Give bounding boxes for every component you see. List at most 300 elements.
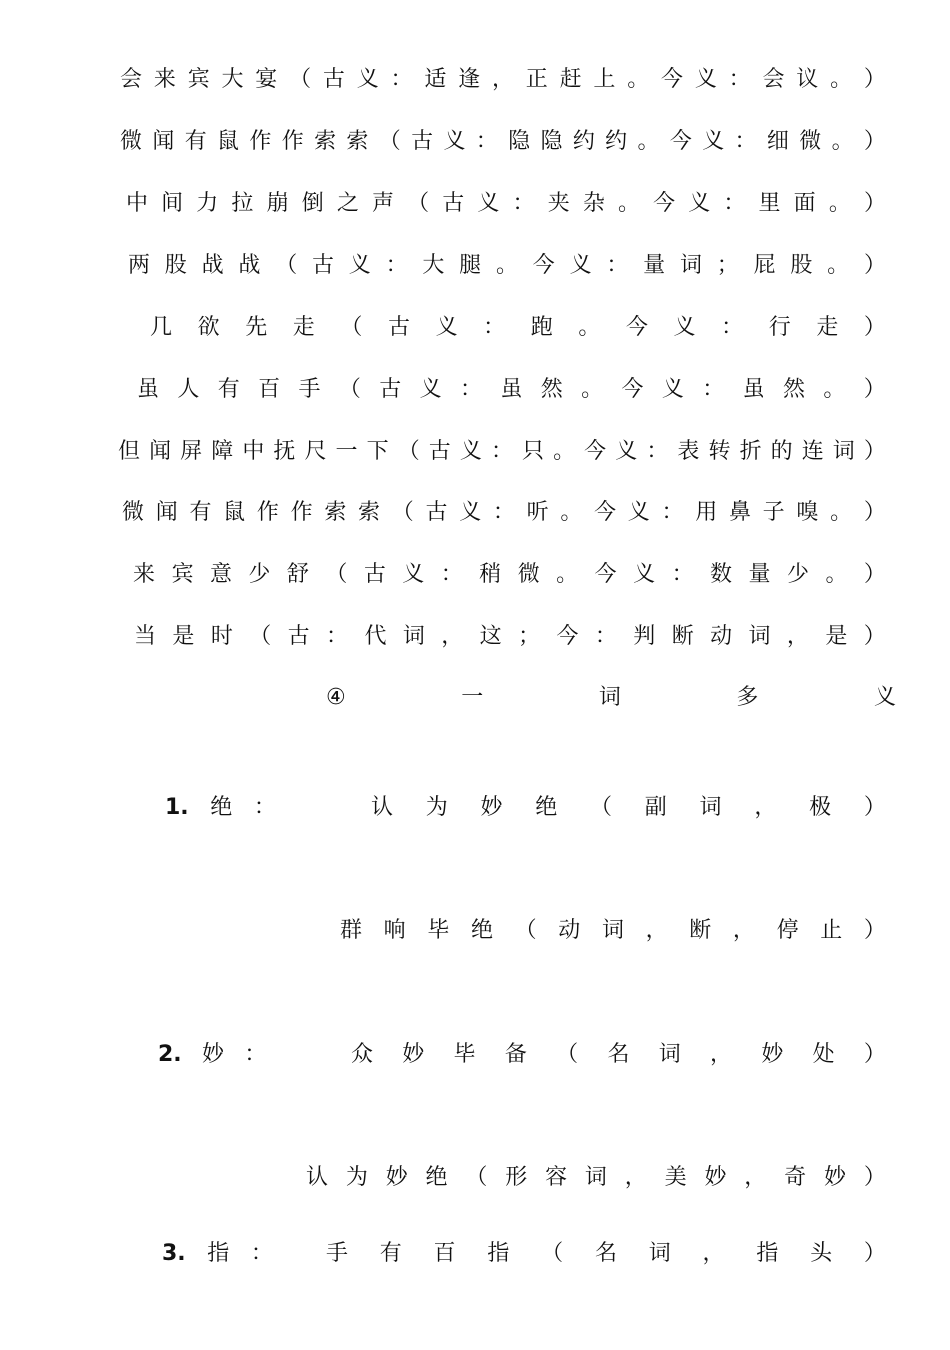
glyph: 。: [830, 67, 853, 92]
glyph: 义: [419, 377, 442, 402]
glyph: 几: [150, 315, 173, 340]
glyph: 战: [201, 253, 224, 278]
glyph: （: [590, 795, 613, 820]
glyph: 大: [221, 67, 244, 92]
glyph: 力: [196, 191, 219, 216]
glyph: ，: [491, 67, 514, 92]
entry-1-line-2: [340, 916, 886, 946]
glyph: 正: [525, 67, 548, 92]
glyph: 只: [522, 439, 545, 464]
glyph: ，: [786, 624, 809, 649]
text-line-9: [133, 560, 886, 590]
glyph: 稍: [479, 562, 502, 587]
glyph: 索: [346, 129, 369, 154]
glyph: ：: [734, 129, 757, 154]
glyph: 舒: [286, 562, 309, 587]
glyph: 断: [689, 918, 712, 943]
glyph: 逢: [458, 67, 481, 92]
glyph: 有: [189, 500, 212, 525]
glyph: 间: [161, 191, 184, 216]
glyph: 今: [556, 624, 579, 649]
glyph: 今: [661, 67, 684, 92]
glyph: （: [465, 1165, 488, 1190]
glyph: ）: [863, 918, 886, 943]
text-line-3: [126, 189, 886, 219]
glyph: 义: [435, 315, 458, 340]
glyph: 但: [118, 439, 141, 464]
glyph: 响: [383, 918, 406, 943]
glyph: ）: [863, 129, 886, 154]
glyph: 名: [594, 1241, 617, 1266]
glyph: 百: [258, 377, 281, 402]
glyph: 。: [823, 377, 846, 402]
glyph: 表: [677, 439, 700, 464]
entry-example: [351, 1040, 886, 1070]
glyph: 然: [783, 377, 806, 402]
glyph: 转: [708, 439, 731, 464]
glyph: 绝: [470, 918, 493, 943]
glyph: 妙: [704, 1165, 727, 1190]
glyph: （: [325, 562, 348, 587]
glyph: 义: [694, 67, 717, 92]
glyph: （: [338, 377, 361, 402]
glyph: 夹: [547, 191, 570, 216]
glyph: 古: [411, 129, 434, 154]
glyph: 鼠: [223, 500, 246, 525]
glyph: 百: [433, 1241, 456, 1266]
text-line-7: [118, 437, 886, 467]
glyph: 多: [736, 685, 759, 710]
glyph: 下: [366, 439, 389, 464]
glyph: 备: [504, 1042, 527, 1067]
glyph: ，: [744, 1165, 767, 1190]
glyph: 今: [621, 377, 644, 402]
glyph: 义: [443, 129, 466, 154]
text-line-5: [150, 313, 886, 343]
entry-word: 绝: [210, 795, 233, 820]
glyph: 鼠: [217, 129, 240, 154]
glyph: 毕: [427, 918, 450, 943]
glyph: 。: [581, 377, 604, 402]
glyph: ；: [518, 624, 541, 649]
glyph: 一: [335, 439, 358, 464]
glyph: 里: [758, 191, 781, 216]
glyph: 形: [505, 1165, 528, 1190]
glyph: 今: [653, 191, 676, 216]
glyph: ④: [326, 685, 346, 710]
glyph: 用: [695, 500, 718, 525]
entry-colon: ：: [244, 1042, 267, 1067]
glyph: 时: [210, 624, 233, 649]
glyph: ）: [863, 439, 886, 464]
glyph: 走: [816, 315, 839, 340]
text-line-6: [137, 375, 886, 405]
glyph: （: [289, 67, 312, 92]
glyph: 战: [238, 253, 261, 278]
glyph: 微: [517, 562, 540, 587]
glyph: 绝: [535, 795, 558, 820]
glyph: ：: [326, 624, 349, 649]
glyph: 大: [422, 253, 445, 278]
glyph: 连: [801, 439, 824, 464]
glyph: 是: [172, 624, 195, 649]
glyph: 折: [739, 439, 762, 464]
glyph: 手: [298, 377, 321, 402]
glyph: 词: [584, 1165, 607, 1190]
entry-example: [326, 1239, 886, 1269]
glyph: 义: [615, 439, 638, 464]
glyph: 群: [340, 918, 363, 943]
entry-number: 2.: [158, 1042, 182, 1067]
glyph: ）: [863, 500, 886, 525]
glyph: 来: [153, 67, 176, 92]
text-line-2: [120, 127, 886, 157]
entry-number: 1.: [165, 795, 189, 820]
glyph: 鼻: [728, 500, 751, 525]
entry-1: [165, 793, 886, 823]
glyph: 嗅: [796, 500, 819, 525]
glyph: 今: [669, 129, 692, 154]
glyph: 。: [617, 191, 640, 216]
entry-2-line-2: [306, 1163, 886, 1193]
glyph: 。: [830, 500, 853, 525]
glyph: ）: [863, 624, 886, 649]
entry-3: [162, 1239, 886, 1269]
glyph: ，: [645, 918, 668, 943]
glyph: 面: [793, 191, 816, 216]
glyph: （: [541, 1241, 564, 1266]
text-line-4: [128, 251, 886, 281]
glyph: 约: [572, 129, 595, 154]
glyph: 古: [387, 315, 410, 340]
glyph: 适: [424, 67, 447, 92]
entry-colon: ：: [250, 1241, 273, 1266]
glyph: 。: [556, 562, 579, 587]
glyph: 闻: [152, 129, 175, 154]
glyph: 今: [584, 439, 607, 464]
glyph: 认: [370, 795, 393, 820]
glyph: 妙: [823, 1165, 846, 1190]
glyph: 少: [786, 562, 809, 587]
glyph: （: [407, 191, 430, 216]
glyph: 股: [790, 253, 813, 278]
glyph: （: [378, 129, 401, 154]
glyph: 拉: [231, 191, 254, 216]
glyph: 词: [748, 624, 771, 649]
glyph: 动: [558, 918, 581, 943]
glyph: 义: [459, 439, 482, 464]
glyph: 古: [311, 253, 334, 278]
glyph: 是: [825, 624, 848, 649]
glyph: 闻: [149, 439, 172, 464]
glyph: 会: [120, 67, 143, 92]
glyph: 微: [122, 500, 145, 525]
glyph: 宾: [171, 562, 194, 587]
glyph: 虽: [500, 377, 523, 402]
glyph: 妙: [385, 1165, 408, 1190]
glyph: ：: [702, 377, 725, 402]
glyph: 微: [120, 129, 143, 154]
glyph: 今: [532, 253, 555, 278]
glyph: 为: [345, 1165, 368, 1190]
glyph: 今: [594, 562, 617, 587]
glyph: 古: [442, 191, 465, 216]
glyph: ：: [492, 500, 515, 525]
glyph: 古: [363, 562, 386, 587]
text-line-10: [134, 622, 886, 652]
text-line-1: [120, 65, 886, 95]
glyph: 认: [306, 1165, 329, 1190]
glyph: 行: [768, 315, 791, 340]
glyph: 词: [601, 918, 624, 943]
glyph: 指: [756, 1241, 779, 1266]
glyph: 上: [593, 67, 616, 92]
glyph: 的: [770, 439, 793, 464]
glyph: ：: [512, 191, 535, 216]
glyph: ）: [863, 315, 886, 340]
glyph: 词: [598, 685, 621, 710]
glyph: 。: [828, 191, 851, 216]
glyph: ，: [754, 795, 777, 820]
glyph: 。: [560, 500, 583, 525]
entry-word: 妙: [201, 1042, 224, 1067]
entry-number: 3.: [162, 1241, 186, 1266]
glyph: 毕: [453, 1042, 476, 1067]
glyph: 腿: [459, 253, 482, 278]
glyph: 处: [812, 1042, 835, 1067]
glyph: 义: [348, 253, 371, 278]
glyph: ：: [721, 315, 744, 340]
glyph: 美: [664, 1165, 687, 1190]
glyph: 微: [799, 129, 822, 154]
glyph: 来: [133, 562, 156, 587]
glyph: 判: [633, 624, 656, 649]
glyph: 量: [643, 253, 666, 278]
glyph: 。: [827, 253, 850, 278]
glyph: 动: [710, 624, 733, 649]
glyph: 义: [402, 562, 425, 587]
glyph: ：: [460, 377, 483, 402]
glyph: 词: [699, 795, 722, 820]
glyph: （: [397, 439, 420, 464]
glyph: ：: [440, 562, 463, 587]
glyph: ：: [728, 67, 751, 92]
glyph: 指: [487, 1241, 510, 1266]
glyph: 义: [477, 191, 500, 216]
glyph: 义: [661, 377, 684, 402]
glyph: ：: [490, 439, 513, 464]
glyph: 停: [776, 918, 799, 943]
glyph: 杂: [582, 191, 605, 216]
glyph: 古: [287, 624, 310, 649]
glyph: 少: [248, 562, 271, 587]
glyph: 议: [796, 67, 819, 92]
glyph: 屏: [180, 439, 203, 464]
glyph: 名: [607, 1042, 630, 1067]
glyph: 为: [425, 795, 448, 820]
glyph: 词: [402, 624, 425, 649]
section-heading: [326, 683, 896, 713]
glyph: 然: [540, 377, 563, 402]
glyph: 。: [831, 129, 854, 154]
glyph: 词: [679, 253, 702, 278]
glyph: ：: [385, 253, 408, 278]
glyph: 奇: [784, 1165, 807, 1190]
glyph: 。: [637, 129, 660, 154]
glyph: 义: [688, 191, 711, 216]
glyph: ：: [390, 67, 413, 92]
glyph: 手: [325, 1241, 348, 1266]
glyph: ）: [863, 1165, 886, 1190]
glyph: ，: [732, 918, 755, 943]
glyph: ）: [863, 191, 886, 216]
glyph: ，: [441, 624, 464, 649]
glyph: （: [556, 1042, 579, 1067]
glyph: ：: [723, 191, 746, 216]
glyph: 作: [249, 129, 272, 154]
glyph: 隐: [508, 129, 531, 154]
text-line-8: [122, 498, 886, 528]
glyph: 股: [164, 253, 187, 278]
glyph: 义: [569, 253, 592, 278]
glyph: ：: [661, 500, 684, 525]
glyph: ）: [863, 253, 886, 278]
glyph: 。: [578, 315, 601, 340]
glyph: 今: [594, 500, 617, 525]
glyph: ）: [863, 1042, 886, 1067]
glyph: 人: [177, 377, 200, 402]
glyph: 崩: [266, 191, 289, 216]
glyph: ，: [710, 1042, 733, 1067]
glyph: 走: [292, 315, 315, 340]
glyph: 宴: [255, 67, 278, 92]
glyph: 当: [134, 624, 157, 649]
glyph: 妙: [761, 1042, 784, 1067]
glyph: 作: [281, 129, 304, 154]
glyph: 词: [648, 1241, 671, 1266]
entry-2: [158, 1040, 886, 1070]
glyph: 古: [425, 500, 448, 525]
glyph: 义: [673, 315, 696, 340]
glyph: ：: [483, 315, 506, 340]
glyph: 宾: [187, 67, 210, 92]
glyph: ：: [606, 253, 629, 278]
glyph: 中: [242, 439, 265, 464]
glyph: 断: [671, 624, 694, 649]
glyph: 跑: [530, 315, 553, 340]
glyph: 古: [379, 377, 402, 402]
glyph: 倒: [301, 191, 324, 216]
glyph: ，: [702, 1241, 725, 1266]
glyph: ）: [863, 377, 886, 402]
glyph: 词: [832, 439, 855, 464]
glyph: 屁: [753, 253, 776, 278]
glyph: ）: [863, 1241, 886, 1266]
glyph: 义: [459, 500, 482, 525]
glyph: 虽: [742, 377, 765, 402]
glyph: ，: [624, 1165, 647, 1190]
glyph: 障: [211, 439, 234, 464]
glyph: 意: [209, 562, 232, 587]
glyph: 数: [710, 562, 733, 587]
glyph: 先: [245, 315, 268, 340]
glyph: 义: [627, 500, 650, 525]
entry-word: 指: [207, 1241, 230, 1266]
glyph: 子: [762, 500, 785, 525]
glyph: 今: [625, 315, 648, 340]
glyph: 绝: [425, 1165, 448, 1190]
glyph: 妙: [480, 795, 503, 820]
glyph: 这: [479, 624, 502, 649]
glyph: ；: [716, 253, 739, 278]
glyph: ：: [671, 562, 694, 587]
glyph: 有: [217, 377, 240, 402]
glyph: 索: [358, 500, 381, 525]
glyph: ）: [863, 562, 886, 587]
glyph: 古: [428, 439, 451, 464]
glyph: 义: [633, 562, 656, 587]
glyph: 妙: [402, 1042, 425, 1067]
glyph: 细: [766, 129, 789, 154]
glyph: 作: [256, 500, 279, 525]
glyph: （: [275, 253, 298, 278]
glyph: 虽: [137, 377, 160, 402]
glyph: 义: [873, 685, 896, 710]
entry-colon: ：: [253, 795, 276, 820]
glyph: 之: [336, 191, 359, 216]
entry-example: [371, 793, 886, 823]
glyph: ）: [863, 795, 886, 820]
glyph: 。: [495, 253, 518, 278]
glyph: 代: [364, 624, 387, 649]
glyph: 作: [290, 500, 313, 525]
glyph: 中: [126, 191, 149, 216]
glyph: 隐: [540, 129, 563, 154]
glyph: 欲: [197, 315, 220, 340]
glyph: （: [249, 624, 272, 649]
glyph: 。: [825, 562, 848, 587]
glyph: 赶: [559, 67, 582, 92]
glyph: 。: [553, 439, 576, 464]
glyph: 索: [314, 129, 337, 154]
glyph: ：: [475, 129, 498, 154]
glyph: 有: [184, 129, 207, 154]
glyph: 闻: [155, 500, 178, 525]
glyph: 古: [322, 67, 345, 92]
glyph: （: [514, 918, 537, 943]
glyph: 止: [820, 918, 843, 943]
glyph: 义: [702, 129, 725, 154]
glyph: 一: [461, 685, 484, 710]
glyph: 两: [128, 253, 151, 278]
glyph: 义: [356, 67, 379, 92]
glyph: 。: [627, 67, 650, 92]
glyph: 量: [748, 562, 771, 587]
glyph: 索: [324, 500, 347, 525]
glyph: （: [340, 315, 363, 340]
glyph: 抚: [273, 439, 296, 464]
glyph: 约: [605, 129, 628, 154]
glyph: 众: [350, 1042, 373, 1067]
glyph: 容: [545, 1165, 568, 1190]
glyph: 会: [762, 67, 785, 92]
glyph: ：: [594, 624, 617, 649]
glyph: 有: [379, 1241, 402, 1266]
glyph: 词: [658, 1042, 681, 1067]
glyph: 尺: [304, 439, 327, 464]
glyph: 听: [526, 500, 549, 525]
glyph: （: [391, 500, 414, 525]
